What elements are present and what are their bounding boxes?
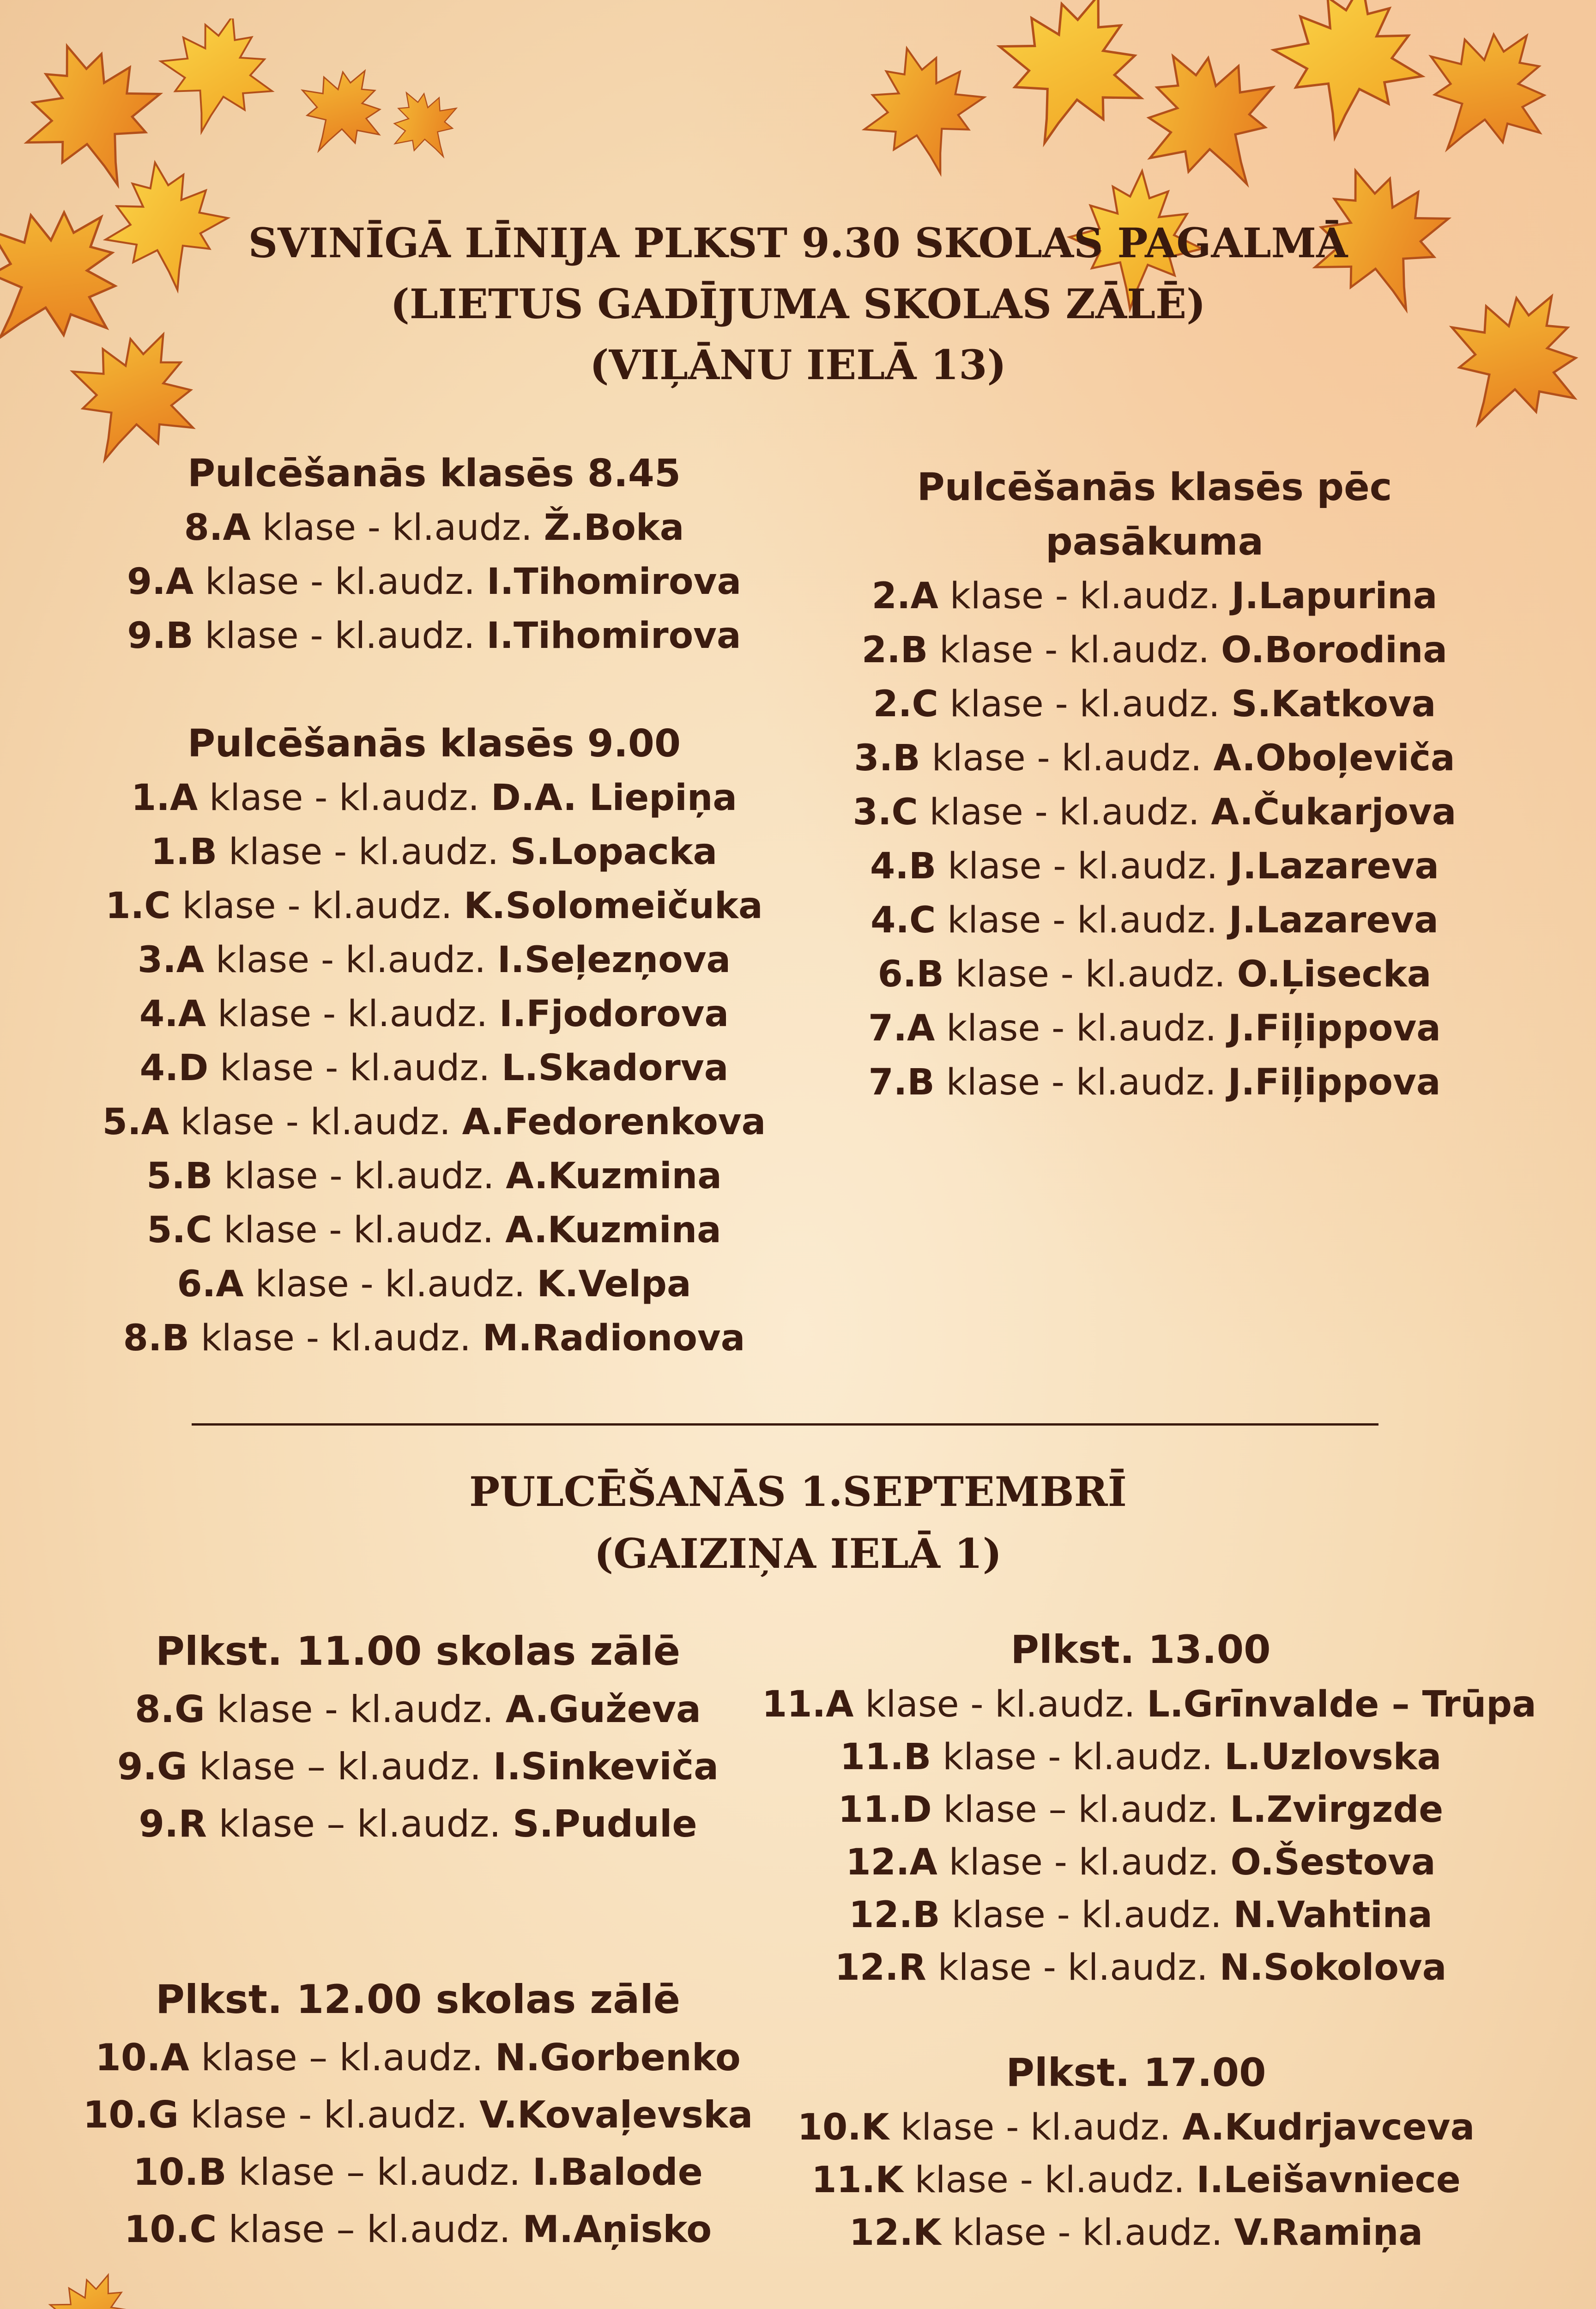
list-item: 10.A klase – kl.audz. N.Gorbenko (95, 2036, 741, 2079)
group-900 (69, 717, 799, 1366)
list-item: 5.A klase - kl.audz. A.Fedorenkova (102, 1101, 766, 1143)
group-1100 (69, 1622, 767, 1853)
list-item: 2.C klase - kl.audz. S.Katkova (873, 683, 1436, 725)
group-845-heading: Pulcēšanās klasēs 8.45 (187, 452, 681, 496)
list-item: 1.B klase - kl.audz. S.Lopacka (151, 831, 718, 873)
list-item: 8.B klase - kl.audz. M.Radionova (123, 1318, 745, 1359)
list-item: 10.K klase - kl.audz. A.Kudrjavceva (797, 2107, 1475, 2148)
list-item: 6.B klase - kl.audz. O.Ļisecka (877, 954, 1432, 995)
group-900-heading: Pulcēšanās klasēs 9.00 (187, 722, 681, 766)
group-after (804, 460, 1505, 1110)
event-title: SVINĪGĀ LĪNIJA PLKST 9.30 SKOLAS PAGALMĀ (248, 219, 1348, 267)
group-1200-heading: Plkst. 12.00 skolas zālē (155, 1977, 681, 2023)
list-item: 11.D klase – kl.audz. L.Zvirgzde (838, 1789, 1444, 1831)
list-item: 8.G klase - kl.audz. A.Guževa (134, 1688, 701, 1731)
list-item: 4.A klase - kl.audz. I.Fjodorova (139, 993, 729, 1035)
list-item: 10.G klase - kl.audz. V.Kovaļevska (83, 2093, 753, 2136)
maple-leaf-cluster-bottom-left-icon (0, 2254, 577, 2309)
list-item: 6.A klase - kl.audz. K.Velpa (177, 1263, 691, 1305)
group-after-heading: Pulcēšanās klasēs pēc pasākuma (917, 465, 1392, 564)
list-item: 5.B klase - kl.audz. A.Kuzmina (146, 1155, 722, 1197)
group-845 (69, 447, 799, 663)
group-1700 (776, 2044, 1496, 2259)
list-item: 8.A klase - kl.audz. Ž.Boka (184, 507, 684, 549)
list-item: 9.A klase - kl.audz. I.Tihomirova (127, 561, 742, 603)
list-item: 9.B klase - kl.audz. I.Tihomirova (127, 615, 741, 657)
list-item: 11.A klase - kl.audz. L.Grīnvalde – Trūpa (762, 1684, 1536, 1725)
list-item: 3.B klase - kl.audz. A.Oboļeviča (854, 737, 1455, 779)
list-item: 9.R klase – kl.audz. S.Pudule (139, 1802, 697, 1845)
group-1300 (762, 1621, 1536, 1994)
list-item: 1.C klase - kl.audz. K.Solomeičuka (105, 885, 763, 927)
list-item: 11.B klase - kl.audz. L.Uzlovska (840, 1736, 1442, 1778)
list-item: 3.C klase - kl.audz. A.Čukarjova (852, 792, 1457, 833)
list-item: 12.A klase - kl.audz. O.Šestova (846, 1842, 1436, 1883)
list-item: 12.R klase - kl.audz. N.Sokolova (834, 1947, 1447, 1989)
list-item: 4.D klase - kl.audz. L.Skadorva (139, 1047, 729, 1089)
list-item: 12.B klase - kl.audz. N.Vahtina (849, 1894, 1433, 1936)
group-1200 (51, 1970, 785, 2258)
list-item: 9.G klase – kl.audz. I.Sinkeviča (117, 1745, 719, 1788)
list-item: 4.B klase - kl.audz. J.Lazareva (870, 846, 1439, 887)
list-item: 7.A klase - kl.audz. J.Fiļippova (868, 1008, 1441, 1049)
list-item: 7.B klase - kl.audz. J.Fiļippova (868, 1062, 1441, 1103)
event-rain-note: (LIETUS GADĪJUMA SKOLAS ZĀLĒ) (390, 280, 1206, 328)
list-item: 11.K klase - kl.audz. I.Leišavniece (811, 2159, 1461, 2201)
list-item: 1.A klase - kl.audz. D.A. Liepiņa (131, 777, 738, 819)
list-item: 10.C klase – kl.audz. M.Aņisko (124, 2208, 712, 2251)
event-address: (VIĻĀNU IELĀ 13) (589, 341, 1007, 389)
list-item: 3.A klase - kl.audz. I.Seļezņova (137, 939, 731, 981)
list-item: 2.B klase - kl.audz. O.Borodina (861, 629, 1448, 671)
list-item: 12.K klase - kl.audz. V.Ramiņa (849, 2212, 1423, 2254)
group-1700-heading: Plkst. 17.00 (1006, 2050, 1266, 2095)
section-divider (192, 1423, 1378, 1426)
list-item: 4.C klase - kl.audz. J.Lazareva (871, 900, 1439, 941)
list-item: 2.A klase - kl.audz. J.Lapurina (871, 575, 1438, 617)
list-item: 10.B klase – kl.audz. I.Balode (133, 2151, 703, 2194)
section2-title: PULCĒŠANĀS 1.SEPTEMBRĪ (469, 1468, 1127, 1516)
group-1300-heading: Plkst. 13.00 (1010, 1627, 1271, 1672)
group-1100-heading: Plkst. 11.00 skolas zālē (155, 1628, 681, 1674)
section2-address: (GAIZIŅA IELĀ 1) (594, 1529, 1002, 1578)
list-item: 5.C klase - kl.audz. A.Kuzmina (147, 1209, 721, 1251)
